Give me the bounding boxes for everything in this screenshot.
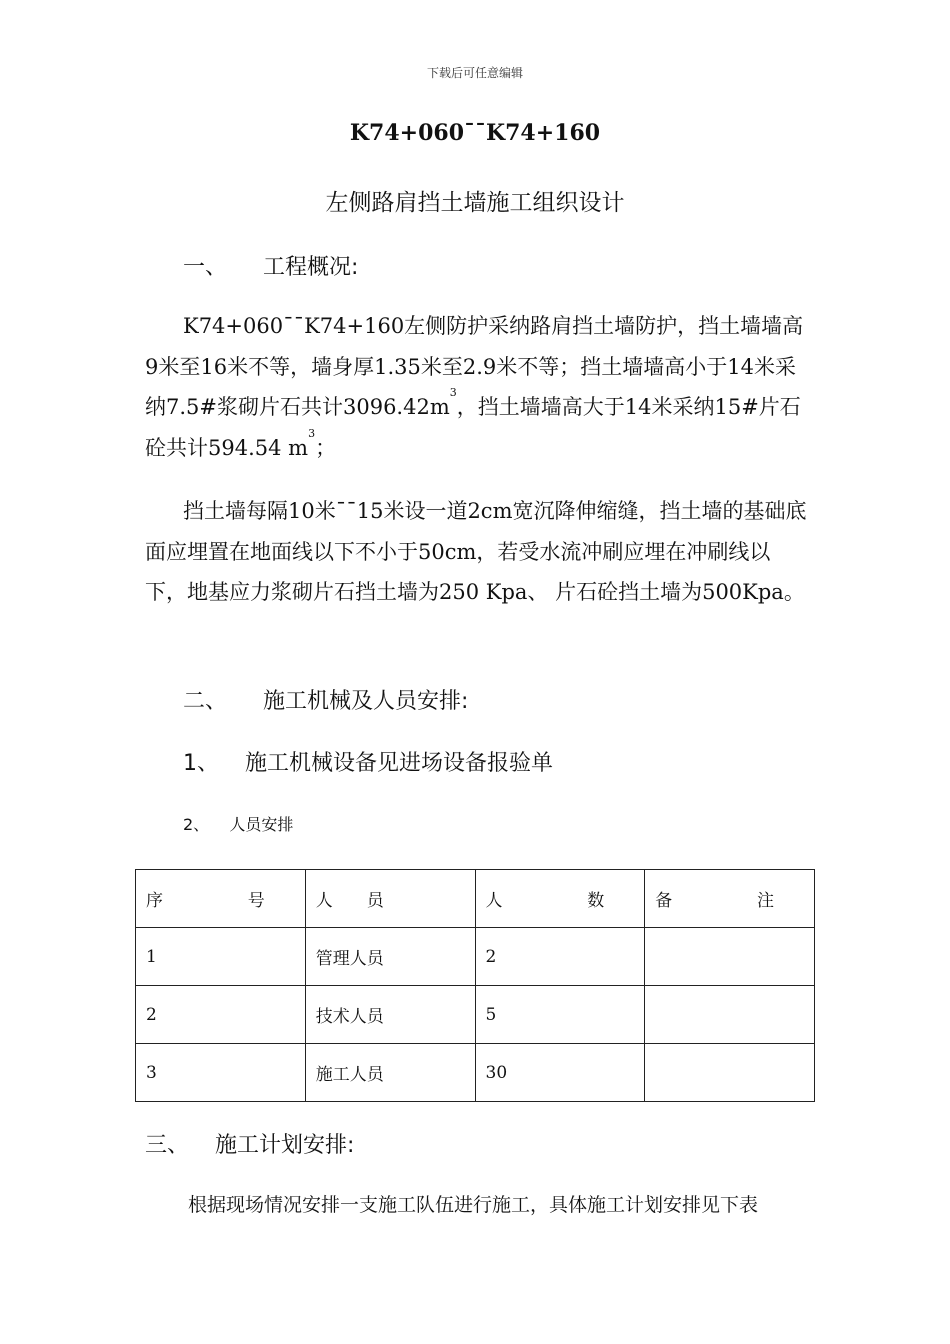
cell-seq: 1 xyxy=(136,928,306,986)
para1-text-b: ，挡土墙墙高大于14米采纳15#片石砼共计594.54 m xyxy=(145,395,801,460)
cell-personnel: 管理人员 xyxy=(305,928,475,986)
item1-title: 施工机械设备见进场设备报验单 xyxy=(245,751,554,776)
item1-number: 1、 xyxy=(183,751,219,776)
section3-number: 三、 xyxy=(145,1133,190,1158)
staff-table xyxy=(135,869,815,1102)
item1-heading xyxy=(183,746,553,777)
header-cell-personnel: 人 员 xyxy=(305,870,475,928)
section2-heading xyxy=(183,684,468,715)
overview-paragraph-1 xyxy=(145,306,807,468)
cell-personnel: 技术人员 xyxy=(305,986,475,1044)
item2-number: 2、 xyxy=(183,815,210,834)
table-row xyxy=(136,986,815,1044)
table-row xyxy=(136,928,815,986)
cell-seq: 2 xyxy=(136,986,306,1044)
cell-remark xyxy=(645,928,815,986)
item2-title: 人员安排 xyxy=(229,815,294,834)
section2-title: 施工机械及人员安排: xyxy=(263,689,469,714)
item2-heading xyxy=(183,812,293,835)
plan-paragraph: 根据现场情况安排一支施工队伍进行施工，具体施工计划安排见下表 xyxy=(188,1194,759,1216)
section1-number: 一、 xyxy=(183,255,228,280)
table-row xyxy=(136,1044,815,1102)
section3-title: 施工计划安排: xyxy=(215,1133,355,1158)
header-cell-count: 人 数 xyxy=(475,870,645,928)
header-cell-seq: 序 号 xyxy=(136,870,306,928)
cell-count: 5 xyxy=(475,986,645,1044)
cell-count: 30 xyxy=(475,1044,645,1102)
header-note: 下载后可任意编辑 xyxy=(426,66,523,80)
header-cell-remark: 备 注 xyxy=(645,870,815,928)
cell-remark xyxy=(645,1044,815,1102)
section1-title: 工程概况: xyxy=(263,255,359,280)
cell-seq: 3 xyxy=(136,1044,306,1102)
cell-count: 2 xyxy=(475,928,645,986)
document-title-line1: K74+060¯¯K74+160 xyxy=(349,120,601,146)
overview-paragraph-2: 挡土墙每隔10米¯¯15米设一道2cm宽沉降伸缩缝，挡土墙的基础底面应埋置在地面线以下不小于50cm，若受水流冲刷应埋在冲刷线以下，地基应力浆砌片石挡土墙为250 Kpa、 片石砼挡土墙为500Kpa。 xyxy=(145,499,807,604)
cell-remark xyxy=(645,986,815,1044)
section1-heading xyxy=(183,250,358,281)
table-header-row xyxy=(136,870,815,928)
cell-personnel: 施工人员 xyxy=(305,1044,475,1102)
section2-number: 二、 xyxy=(183,689,228,714)
section3-heading xyxy=(145,1128,354,1159)
para1-text-a: K74+060¯¯K74+160左侧防护采纳路肩挡土墙防护，挡土墙墙高9米至16米不等，墙身厚1.35米至2.9米不等；挡土墙墙高小于14米采纳7.5#浆砌片石共计3096.42m xyxy=(145,314,804,419)
para1-sup-a: 3 xyxy=(449,386,457,399)
document-title-line2: 左侧路肩挡土墙施工组织设计 xyxy=(325,190,625,216)
para1-sup-b: 3 xyxy=(308,426,316,440)
para1-text-c: ； xyxy=(315,435,337,460)
